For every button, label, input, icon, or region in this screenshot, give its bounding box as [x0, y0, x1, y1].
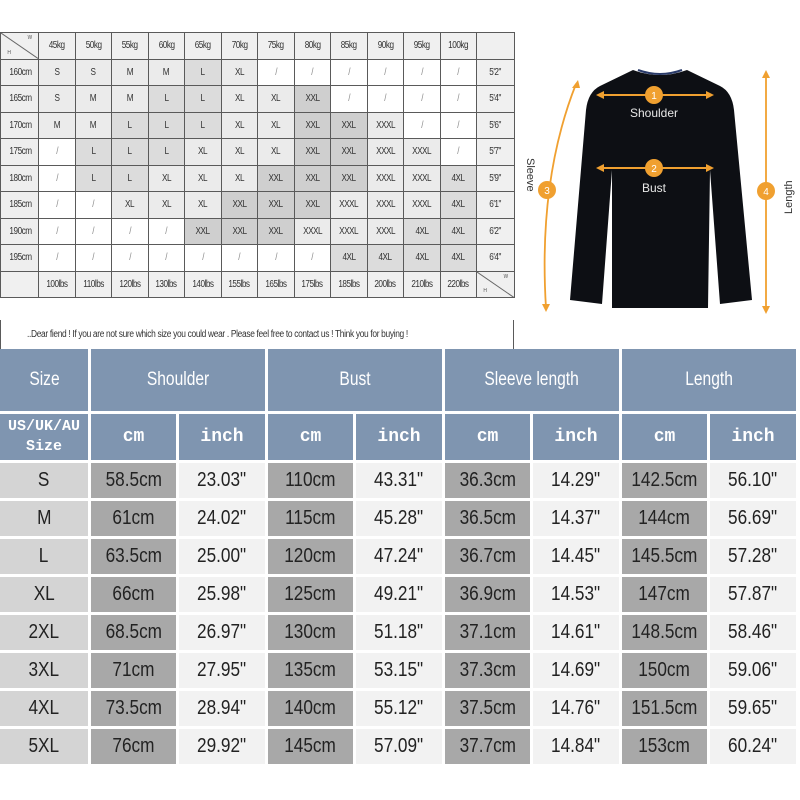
bust-cm-value: 140cm [268, 691, 353, 726]
size-cell: L [112, 165, 149, 192]
bust-cm-value: 125cm [268, 577, 353, 612]
size-cell: XXL [294, 165, 331, 192]
weight-kg-header: 45kg [39, 33, 76, 60]
sleeve-inch-value: 14.69" [533, 653, 619, 688]
height-row [1, 59, 515, 86]
bust-inch-value: 47.24" [356, 539, 442, 574]
weight-kg-header: 55kg [112, 33, 149, 60]
weight-lbs-footer: 110lbs [75, 271, 112, 298]
length-header: Length [622, 349, 796, 411]
length-cm-header: cm [622, 414, 707, 460]
sleeve-inch-header: inch [533, 414, 619, 460]
size-cell: 4XL [440, 218, 477, 245]
height-ft-label: 6'1" [477, 192, 515, 219]
height-ft-label: 6'4" [477, 245, 515, 272]
height-ft-label: 5'7" [477, 139, 515, 166]
height-cm-label: 185cm [1, 192, 39, 219]
length-inch-value: 57.28" [710, 539, 796, 574]
length-inch-value: 56.10" [710, 463, 796, 498]
height-cm-label: 195cm [1, 245, 39, 272]
size-cell: L [112, 139, 149, 166]
height-row [1, 86, 515, 113]
sleeve-inch-value: 14.84" [533, 729, 619, 764]
size-value: M [0, 501, 88, 536]
size-cell: XXL [331, 165, 368, 192]
size-cell: XXL [258, 218, 295, 245]
weight-lbs-footer: 100lbs [39, 271, 76, 298]
size-cell: XXXL [367, 112, 404, 139]
svg-text:1: 1 [651, 91, 657, 102]
svg-text:4: 4 [763, 187, 769, 198]
shoulder-cm-value: 63.5cm [91, 539, 176, 574]
weight-kg-header: 80kg [294, 33, 331, 60]
sleeve-cm-value: 37.3cm [445, 653, 530, 688]
shoulder-cm-header: cm [91, 414, 176, 460]
size-cell: XXXL [404, 139, 441, 166]
sleeve-cm-value: 36.9cm [445, 577, 530, 612]
bust-cm-value: 130cm [268, 615, 353, 650]
size-value: 4XL [0, 691, 88, 726]
bust-inch-header: inch [356, 414, 442, 460]
weight-kg-header: 90kg [367, 33, 404, 60]
shoulder-inch-value: 25.98" [179, 577, 265, 612]
size-cell: XXL [294, 192, 331, 219]
size-cell: / [404, 112, 441, 139]
size-value: XL [0, 577, 88, 612]
measurement-table [0, 346, 799, 767]
shirt-measurement-diagram [520, 30, 800, 330]
bust-cm-header: cm [268, 414, 353, 460]
height-cm-label: 175cm [1, 139, 39, 166]
bust-inch-value: 49.21" [356, 577, 442, 612]
size-cell: XXXL [331, 192, 368, 219]
size-cell: / [221, 245, 258, 272]
size-cell: XXL [331, 112, 368, 139]
weight-kg-header: 50kg [75, 33, 112, 60]
weight-kg-header: 95kg [404, 33, 441, 60]
size-cell: XXL [294, 112, 331, 139]
weight-kg-header: 100kg [440, 33, 477, 60]
size-cell: M [75, 112, 112, 139]
group-header-row [0, 349, 796, 411]
size-cell: / [440, 59, 477, 86]
sleeve-cm-value: 36.7cm [445, 539, 530, 574]
length-inch-header: inch [710, 414, 796, 460]
empty-header-cell [477, 33, 515, 60]
height-cm-label: 165cm [1, 86, 39, 113]
length-cm-value: 144cm [622, 501, 707, 536]
size-cell: XL [221, 112, 258, 139]
size-cell: L [75, 139, 112, 166]
length-inch-value: 59.06" [710, 653, 796, 688]
weight-lbs-footer: 165lbs [258, 271, 295, 298]
length-cm-value: 150cm [622, 653, 707, 688]
size-cell: / [404, 86, 441, 113]
bust-inch-value: 57.09" [356, 729, 442, 764]
size-cell: XL [148, 192, 185, 219]
svg-text:Shoulder: Shoulder [629, 106, 679, 120]
shoulder-cm-value: 73.5cm [91, 691, 176, 726]
sleeve-inch-value: 14.45" [533, 539, 619, 574]
sizing-notice-text: ..Dear fiend ! If you are not sure which size you could wear . Please feel free to contact us ! Think you for buying ! [27, 329, 408, 340]
length-cm-value: 148.5cm [622, 615, 707, 650]
shoulder-inch-value: 27.95" [179, 653, 265, 688]
length-cm-value: 145.5cm [622, 539, 707, 574]
table-row [0, 729, 796, 764]
size-cell: 4XL [404, 218, 441, 245]
height-cm-label: 170cm [1, 112, 39, 139]
size-cell: XXL [258, 165, 295, 192]
size-cell: / [331, 59, 368, 86]
bust-inch-value: 55.12" [356, 691, 442, 726]
size-cell: L [185, 86, 222, 113]
height-weight-corner-footer: H W [477, 271, 515, 298]
bust-cm-value: 115cm [268, 501, 353, 536]
size-header: Size [0, 349, 88, 411]
bust-inch-value: 43.31" [356, 463, 442, 498]
bust-inch-value: 53.15" [356, 653, 442, 688]
size-cell: XL [221, 139, 258, 166]
height-row [1, 218, 515, 245]
size-cell: / [39, 245, 76, 272]
size-cell: XL [258, 112, 295, 139]
height-weight-corner: H W [1, 33, 39, 60]
size-cell: XL [112, 192, 149, 219]
height-ft-label: 5'4" [477, 86, 515, 113]
weight-kg-header-row [1, 33, 515, 60]
bust-cm-value: 120cm [268, 539, 353, 574]
size-cell: XXL [185, 218, 222, 245]
shoulder-header: Shoulder [91, 349, 265, 411]
size-value: S [0, 463, 88, 498]
length-cm-value: 153cm [622, 729, 707, 764]
size-cell: / [39, 192, 76, 219]
height-cm-label: 160cm [1, 59, 39, 86]
table-row [0, 615, 796, 650]
weight-lbs-footer: 185lbs [331, 271, 368, 298]
bust-cm-value: 110cm [268, 463, 353, 498]
svg-text:2: 2 [651, 164, 657, 175]
height-cm-label: 190cm [1, 218, 39, 245]
size-cell: XXXL [331, 218, 368, 245]
size-cell: / [75, 218, 112, 245]
size-cell: XL [185, 192, 222, 219]
bust-inch-value: 51.18" [356, 615, 442, 650]
shoulder-inch-value: 28.94" [179, 691, 265, 726]
height-ft-label: 5'2" [477, 59, 515, 86]
size-cell: L [148, 112, 185, 139]
size-cell: XL [221, 165, 258, 192]
weight-lbs-footer: 200lbs [367, 271, 404, 298]
bust-cm-value: 135cm [268, 653, 353, 688]
size-value: 5XL [0, 729, 88, 764]
size-cell: XL [221, 86, 258, 113]
height-row [1, 192, 515, 219]
sleeve-inch-value: 14.37" [533, 501, 619, 536]
size-cell: XXXL [367, 218, 404, 245]
size-value: L [0, 539, 88, 574]
shoulder-cm-value: 61cm [91, 501, 176, 536]
size-cell: XXXL [294, 218, 331, 245]
size-cell: / [112, 218, 149, 245]
table-row [0, 577, 796, 612]
weight-kg-header: 75kg [258, 33, 295, 60]
sleeve-cm-value: 36.5cm [445, 501, 530, 536]
size-cell: / [185, 245, 222, 272]
size-cell: XXXL [367, 139, 404, 166]
shoulder-inch-value: 25.00" [179, 539, 265, 574]
size-cell: XXXL [367, 165, 404, 192]
length-cm-value: 142.5cm [622, 463, 707, 498]
weight-kg-header: 60kg [148, 33, 185, 60]
size-cell: L [112, 112, 149, 139]
size-cell: 4XL [440, 192, 477, 219]
weight-kg-header: 70kg [221, 33, 258, 60]
size-cell: / [440, 139, 477, 166]
svg-text:3: 3 [544, 186, 550, 197]
size-cell: XL [185, 165, 222, 192]
size-cell: / [75, 192, 112, 219]
height-row [1, 139, 515, 166]
size-cell: / [112, 245, 149, 272]
height-ft-label: 6'2" [477, 218, 515, 245]
weight-lbs-footer: 175lbs [294, 271, 331, 298]
shoulder-cm-value: 68.5cm [91, 615, 176, 650]
weight-lbs-footer: 210lbs [404, 271, 441, 298]
weight-lbs-footer-row [1, 271, 515, 298]
unit-header-row [0, 414, 796, 460]
sleeve-inch-value: 14.29" [533, 463, 619, 498]
size-cell: XL [185, 139, 222, 166]
size-cell: XXL [258, 192, 295, 219]
shoulder-inch-value: 29.92" [179, 729, 265, 764]
sleeve-cm-value: 37.1cm [445, 615, 530, 650]
size-cell: M [148, 59, 185, 86]
table-row [0, 463, 796, 498]
length-inch-value: 56.69" [710, 501, 796, 536]
sleeve-inch-value: 14.61" [533, 615, 619, 650]
size-cell: 4XL [404, 245, 441, 272]
size-cell: / [294, 245, 331, 272]
size-cell: L [148, 86, 185, 113]
size-cell: XXL [294, 86, 331, 113]
size-value: 3XL [0, 653, 88, 688]
size-cell: S [39, 59, 76, 86]
size-cell: / [294, 59, 331, 86]
weight-lbs-footer: 155lbs [221, 271, 258, 298]
height-ft-label: 5'9" [477, 165, 515, 192]
sleeve-cm-value: 37.7cm [445, 729, 530, 764]
size-cell: L [148, 139, 185, 166]
size-value: 2XL [0, 615, 88, 650]
weight-kg-header: 85kg [331, 33, 368, 60]
size-cell: XXL [294, 139, 331, 166]
length-cm-value: 151.5cm [622, 691, 707, 726]
length-inch-value: 59.65" [710, 691, 796, 726]
height-cm-label: 180cm [1, 165, 39, 192]
bust-cm-value: 145cm [268, 729, 353, 764]
region-size-header: US/UK/AU Size [0, 414, 88, 460]
size-cell: XXL [331, 139, 368, 166]
weight-lbs-footer: 220lbs [440, 271, 477, 298]
height-row [1, 112, 515, 139]
sleeve-cm-value: 36.3cm [445, 463, 530, 498]
length-cm-value: 147cm [622, 577, 707, 612]
length-inch-value: 60.24" [710, 729, 796, 764]
height-weight-size-grid [0, 32, 515, 298]
size-cell: XL [258, 86, 295, 113]
size-cell: / [404, 59, 441, 86]
size-cell: / [440, 86, 477, 113]
size-cell: 4XL [440, 245, 477, 272]
table-row [0, 691, 796, 726]
length-inch-value: 57.87" [710, 577, 796, 612]
sleeve-inch-value: 14.53" [533, 577, 619, 612]
size-cell: / [39, 165, 76, 192]
shoulder-cm-value: 71cm [91, 653, 176, 688]
bust-header: Bust [268, 349, 442, 411]
shoulder-cm-value: 76cm [91, 729, 176, 764]
svg-text:Length: Length [783, 180, 795, 214]
size-cell: M [75, 86, 112, 113]
size-cell: / [75, 245, 112, 272]
size-cell: / [367, 86, 404, 113]
shoulder-inch-value: 24.02" [179, 501, 265, 536]
size-cell: L [75, 165, 112, 192]
size-cell: L [185, 112, 222, 139]
table-row [0, 653, 796, 688]
size-cell: / [148, 245, 185, 272]
size-cell: XXXL [404, 165, 441, 192]
size-cell: M [112, 86, 149, 113]
height-ft-label: 5'6" [477, 112, 515, 139]
table-row [0, 501, 796, 536]
size-cell: 4XL [440, 165, 477, 192]
shoulder-cm-value: 66cm [91, 577, 176, 612]
svg-text:Bust: Bust [641, 181, 667, 195]
size-cell: 4XL [331, 245, 368, 272]
size-cell: M [39, 112, 76, 139]
size-cell: / [258, 59, 295, 86]
weight-lbs-footer: 140lbs [185, 271, 222, 298]
height-row [1, 245, 515, 272]
size-cell: / [440, 112, 477, 139]
shoulder-cm-value: 58.5cm [91, 463, 176, 498]
svg-text:Sleeve: Sleeve [524, 158, 536, 192]
shirt-illustration [520, 30, 800, 330]
size-cell: / [39, 139, 76, 166]
size-cell: L [185, 59, 222, 86]
size-cell: XXL [221, 192, 258, 219]
height-row [1, 165, 515, 192]
sleeve-cm-value: 37.5cm [445, 691, 530, 726]
size-cell: / [258, 245, 295, 272]
size-cell: S [39, 86, 76, 113]
sleeve-length-header: Sleeve length [445, 349, 619, 411]
weight-lbs-footer: 130lbs [148, 271, 185, 298]
size-cell: XL [148, 165, 185, 192]
shoulder-inch-header: inch [179, 414, 265, 460]
size-cell: XL [258, 139, 295, 166]
size-cell: XXXL [404, 192, 441, 219]
size-cell: XL [221, 59, 258, 86]
sleeve-inch-value: 14.76" [533, 691, 619, 726]
size-cell: / [367, 59, 404, 86]
empty-footer-cell [1, 271, 39, 298]
weight-kg-header: 65kg [185, 33, 222, 60]
size-cell: XXL [221, 218, 258, 245]
length-inch-value: 58.46" [710, 615, 796, 650]
size-cell: XXXL [367, 192, 404, 219]
size-cell: S [75, 59, 112, 86]
size-cell: / [331, 86, 368, 113]
size-cell: 4XL [367, 245, 404, 272]
shoulder-inch-value: 23.03" [179, 463, 265, 498]
sleeve-cm-header: cm [445, 414, 530, 460]
size-cell: / [39, 218, 76, 245]
weight-lbs-footer: 120lbs [112, 271, 149, 298]
shoulder-inch-value: 26.97" [179, 615, 265, 650]
table-row [0, 539, 796, 574]
size-cell: / [148, 218, 185, 245]
size-cell: M [112, 59, 149, 86]
bust-inch-value: 45.28" [356, 501, 442, 536]
